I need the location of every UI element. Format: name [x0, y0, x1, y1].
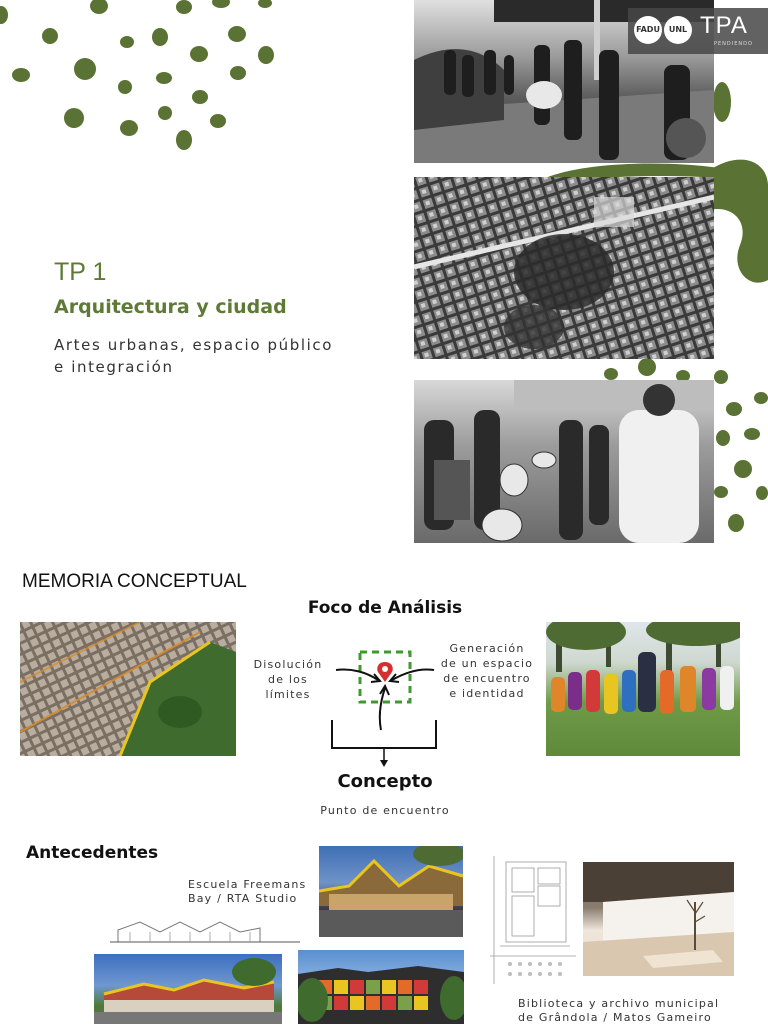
- memoria-heading: MEMORIA CONCEPTUAL: [22, 571, 247, 592]
- ref2-line-2: de Grândola / Matos Gameiro: [518, 1011, 712, 1024]
- photo-library-courtyard: [583, 862, 734, 976]
- right-label: Generación de un espacio de encuentro e identidad: [440, 642, 534, 700]
- photo-aerial-color: [20, 622, 236, 756]
- photo-drummers: [414, 380, 714, 543]
- description-line-2: e integración: [54, 358, 174, 376]
- tpa-brand-sub: PENDIENDO: [714, 41, 753, 47]
- photo-colored-facade: [298, 950, 464, 1024]
- logo-bar: [628, 8, 768, 54]
- left-label: Disolución de los límites: [253, 658, 323, 701]
- drawing-section-school: [110, 916, 300, 946]
- page-title: TP 1: [54, 258, 107, 286]
- page-subtitle: Arquitectura y ciudad: [54, 296, 287, 318]
- concept-subtitle: Punto de encuentro: [320, 804, 450, 817]
- unl-badge: UNL: [664, 16, 692, 44]
- concept-diagram: [326, 640, 446, 770]
- decorative-brush-top-right: [712, 80, 732, 124]
- antecedentes-heading: Antecedentes: [26, 843, 159, 863]
- ref1-line-2: Bay / RTA Studio: [188, 892, 298, 905]
- description-line-1: Artes urbanas, espacio público: [54, 336, 333, 354]
- tpa-brand: TPA: [700, 12, 748, 39]
- drawing-library-plan: [490, 856, 580, 986]
- foco-title: Foco de Análisis: [307, 598, 463, 618]
- concept-title: Concepto: [337, 771, 433, 792]
- ref1-line-1: Escuela Freemans: [188, 878, 307, 891]
- photo-freemans-school: [319, 846, 463, 937]
- photo-park-group: [546, 622, 740, 756]
- photo-school-courtyard: [94, 954, 282, 1024]
- photo-aerial-map: [414, 177, 714, 359]
- ref2-line-1: Biblioteca y archivo municipal: [518, 997, 720, 1010]
- fadu-badge: FADU: [634, 16, 662, 44]
